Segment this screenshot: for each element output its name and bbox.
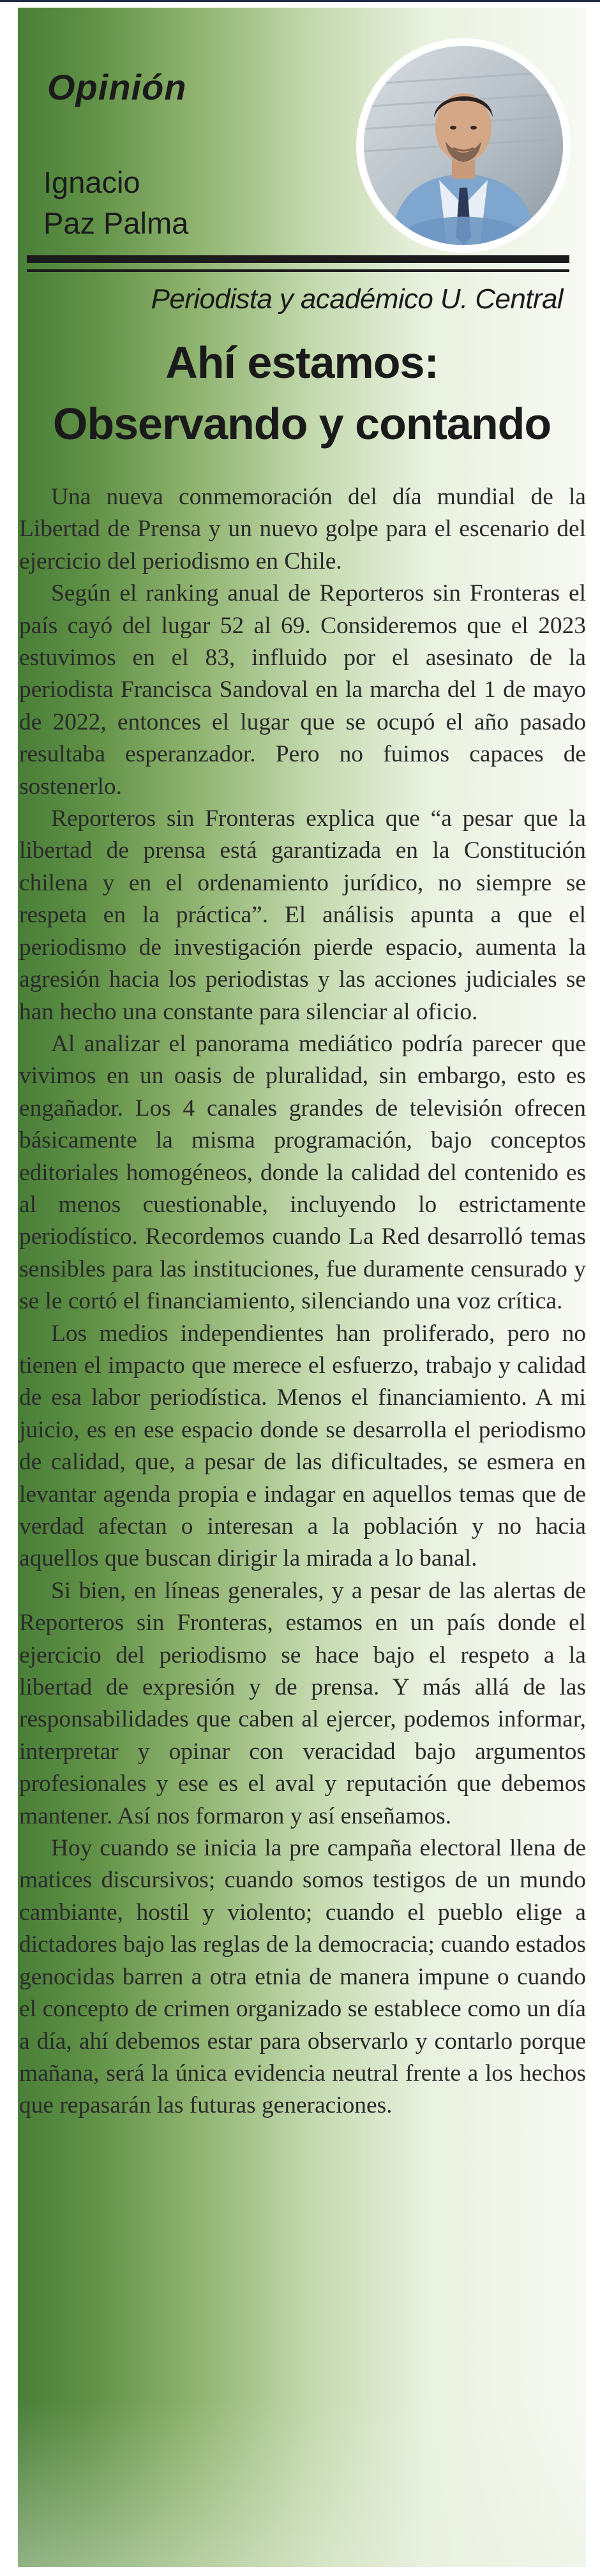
header-divider-thin: [27, 269, 569, 272]
article-title-line-2: Observando y contando: [52, 399, 551, 449]
author-portrait-image: [364, 46, 563, 245]
author-photo: [364, 46, 563, 245]
article-paragraph: Una nueva conmemoración del día mundial de la Libertad de Prensa y un nuevo golpe para el escenario del ejercicio del periodismo en Chile.: [19, 484, 586, 574]
article-paragraph: Hoy cuando se inicia la pre campaña electoral llena de matices discursivos; cuando somos testigos de un mundo cambiante, hostil y violento; cuando el pueblo elige a dictadores bajo las reglas de la democracia; cuando estados genocidas barren a otra etnia de manera impune o cuando el concepto de crimen organizado se establece como un día a día, ahí debemos estar para observarlo y contarlo porque mañana, será la única evidencia neutral frente a los hechos que repasarán las futuras generaciones.: [19, 1835, 586, 2119]
top-border: [0, 0, 600, 2]
article-body: [19, 481, 586, 2122]
article-paragraph: Los medios independientes han proliferado, pero no tienen el impacto que merece el esfuerzo, trabajo y calidad de esa labor periodística. Menos el financiamiento. A mi juicio, es en ese espacio donde se desarrolla el periodismo de calidad, que, a pesar de las dificultades, se esmera en levantar agenda propia e indagar en aquellos temas que de verdad afectan o interesan a la población y no hacia aquellos que buscan dirigir la mirada a lo banal.: [19, 1320, 586, 1572]
article-paragraph: Según el ranking anual de Reporteros sin Fronteras el país cayó del lugar 52 al 69. Consideremos que el 2023 estuvimos en el 83, influido por el asesinato de la periodista Francisca Sandoval en la marcha del 1 de mayo de 2022, entonces el lugar que se ocupó el año pasado resultaba esperanzador. Pero no fuimos capaces de sostenerlo.: [19, 580, 586, 800]
article-paragraph: Reporteros sin Fronteras explica que “a pesar que la libertad de prensa está garantizada en la Constitución chilena y en el ordenamiento jurídico, no siempre se respeta en la práctica”. El análisis apunta a que el periodismo de investigación pierde espacio, aumenta la agresión hacia los periodistas y las acciones judiciales se han hecho una constante para silenciar al oficio.: [19, 805, 586, 1025]
opinion-column: [18, 8, 586, 2567]
author-role: Periodista y académico U. Central: [151, 283, 563, 315]
author-last-name: Paz Palma: [43, 206, 189, 240]
author-first-name: Ignacio: [43, 165, 140, 199]
article-paragraph: Si bien, en líneas generales, y a pesar de las alertas de Reporteros sin Fronteras, estamos en un país donde el ejercicio del periodismo se hace bajo el respeto a la libertad de expresión y de prensa. Y más allá de las responsabilidades que caben al ejercer, podemos informar, interpretar y opinar con veracidad bajo argumentos profesionales y ese es el aval y reputación que debemos mantener. Así nos formaron y así enseñamos.: [19, 1577, 586, 1829]
article-title-line-1: Ahí estamos:: [165, 338, 439, 387]
section-label: Opinión: [47, 67, 187, 107]
article-paragraph: Al analizar el panorama mediático podría parecer que vivimos en un oasis de pluralidad, sin embargo, esto es engañador. Los 4 canales grandes de televisión ofrecen básicamente la misma programación, bajo conceptos editoriales homogéneos, donde la calidad del contenido es al menos cuestionable, incluyendo lo estrictamente periodístico. Recordemos cuando La Red desarrolló temas sensibles para las instituciones, fue duramente censurado y se le cortó el financiamiento, silenciando una voz crítica.: [19, 1030, 586, 1315]
author-name: [43, 162, 188, 244]
header-divider-thick: [27, 255, 569, 263]
